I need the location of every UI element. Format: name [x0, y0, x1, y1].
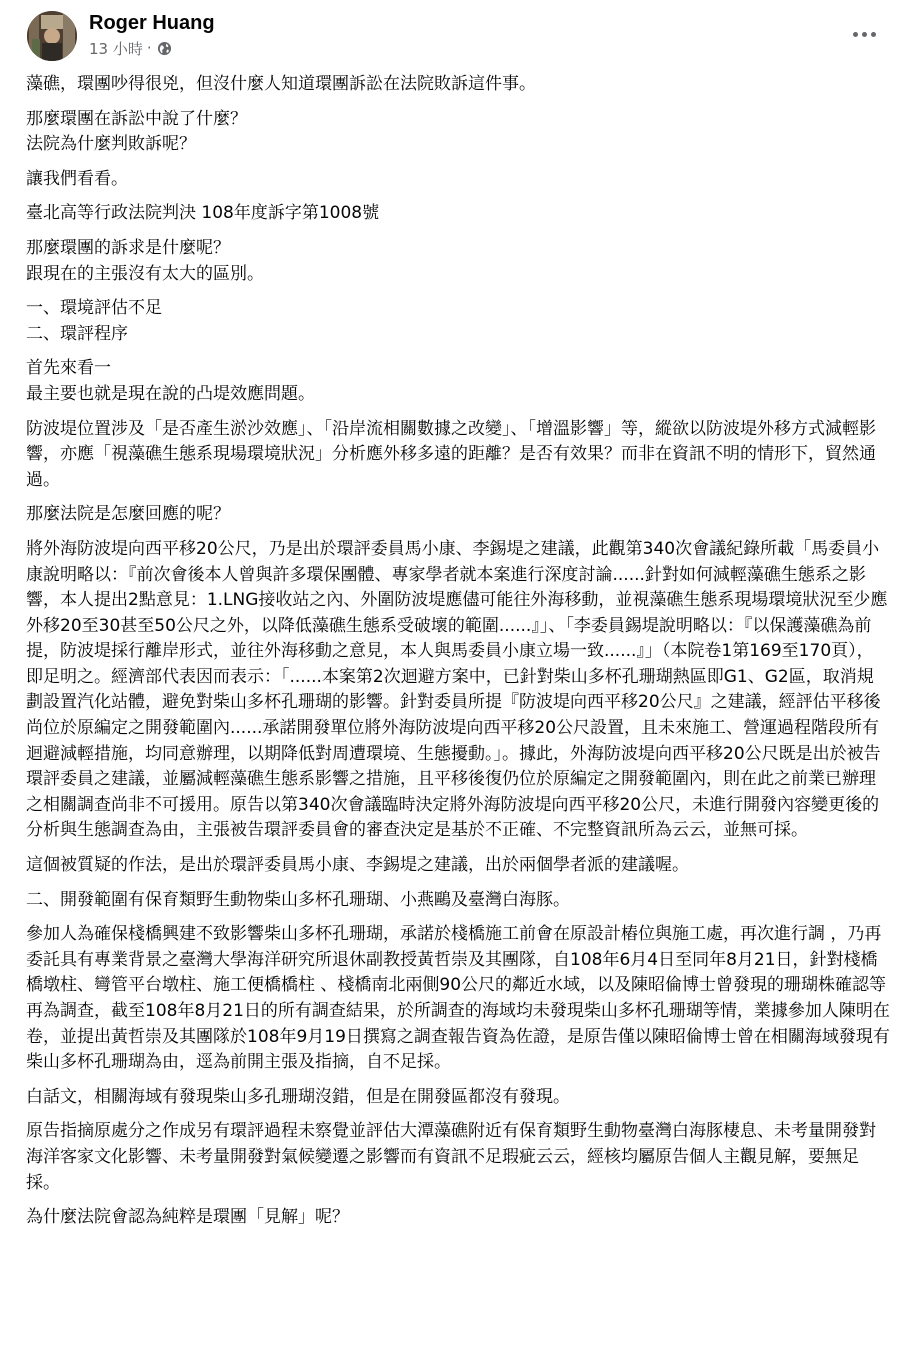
- text-line: 二、開發範圍有保育類野生動物柴山多杯孔珊瑚、小燕鷗及臺灣白海豚。: [26, 889, 570, 910]
- text-line: 藻礁，環團吵得很兇，但沒什麼人知道環團訴訟在法院敗訴這件事。: [26, 74, 536, 94]
- paragraph: [26, 1085, 890, 1111]
- text-line: 跟現在的主張沒有太大的區別。: [26, 263, 264, 284]
- paragraph: [26, 201, 890, 227]
- paragraph: [26, 167, 890, 193]
- meta-separator: ·: [146, 39, 152, 57]
- paragraph: [26, 888, 890, 914]
- text-line: 防波堤位置涉及「是否產生淤沙效應」、「沿岸流相關數據之改變」、「增溫影響」等，縱欲以防波堤外移方式減輕影響，亦應「視藻礁生態系現場環境狀況」分析應外移多遠的距離？是否有效果？而非在資訊不明的情形下，貿然通過。: [26, 418, 876, 490]
- text-line: 二、環評程序: [26, 323, 128, 344]
- author-name[interactable]: Roger Huang: [89, 12, 215, 34]
- text-line: 那麼環團的訴求是什麼呢？: [26, 237, 230, 258]
- paragraph: [26, 107, 890, 158]
- paragraph: [26, 72, 890, 98]
- post-header: [0, 0, 914, 70]
- text-line: 一、環境評估不足: [26, 298, 162, 319]
- paragraph: [26, 853, 890, 879]
- text-line: 臺北高等行政法院判決 108年度訴字第1008號: [26, 203, 380, 224]
- text-line: 參加人為確保棧橋興建不致影響柴山多杯孔珊瑚，承諾於棧橋施工前會在原設計樁位與施工處，再次進行調 ，乃再委託具有專業背景之臺灣大學海洋研究所退休副教授黃哲崇及其團隊，自108年6月4日至同年8月21日，針對棧橋橋墩柱、彎管平台墩柱、施工便橋橋柱 、棧橋南北兩側90公尺的鄰近水域，以及陳昭倫博士曾發現的珊瑚株確認等再為調查，截至108年8月21日的所有調查結果，於所調查的海域均未發現柴山多杯孔珊瑚等情，業據參加人陳明在卷，並提出黃哲崇及其團隊於108年9月19日撰寫之調查報告資為佐證，是原告僅以陳昭倫博士曾在相關海域發現有柴山多杯孔珊瑚為由，逕為前開主張及指摘，自不足採。: [26, 924, 890, 1073]
- paragraph: [26, 537, 890, 844]
- text-line: 那麼環團在訴訟中說了什麼？: [26, 108, 247, 129]
- avatar-image: [27, 11, 77, 61]
- text-line: 最主要也就是現在說的凸堤效應問題。: [26, 383, 315, 404]
- paragraph: [26, 1205, 890, 1231]
- text-line: 為什麼法院會認為純粹是環團「見解」呢？: [26, 1207, 349, 1228]
- paragraph: [26, 417, 890, 494]
- paragraph: [26, 502, 890, 528]
- text-line: 這個被質疑的作法，是出於環評委員馬小康、李錫堤之建議，出於兩個學者派的建議喔。: [26, 855, 689, 876]
- globe-icon[interactable]: [157, 41, 172, 56]
- text-line: 那麼法院是怎麼回應的呢？: [26, 504, 230, 525]
- post-meta: [89, 37, 172, 59]
- post-body: [26, 72, 890, 1240]
- text-line: 法院為什麼判敗訴呢？: [26, 134, 196, 155]
- paragraph: [26, 296, 890, 347]
- text-line: 白話文，相關海域有發現柴山多孔珊瑚沒錯，但是在開發區都沒有發現。: [26, 1086, 570, 1107]
- paragraph: [26, 922, 890, 1076]
- text-line: 原告指摘原處分之作成另有環評過程未察覺並評估大潭藻礁附近有保育類野生動物臺灣白海豚棲息、未考量開發對海洋客家文化影響、未考量開發對氣候變遷之影響而有資訊不足瑕疵云云，經核均屬原告個人主觀見解，要無足採。: [26, 1121, 876, 1193]
- text-line: 將外海防波堤向西平移20公尺，乃是出於環評委員馬小康、李錫堤之建議，此觀第340次會議紀錄所載「馬委員小康說明略以：『前次會後本人曾與許多環保團體、專家學者就本案進行深度討論......針對如何減輕藻礁生態系之影響，本人提出2點意見：1.LNG接收站之內、外圍防波堤應儘可能往外海移動，並視藻礁生態系現場環境狀況至少應外移20至30甚至50公尺之外，以降低藻礁生態系受破壞的範圍......』」、「李委員錫堤說明略以：『以保護藻礁為前提，防波堤採行離岸形式，並往外海移動之意見，本人與馬委員小康立場一致......』」（本院卷1第169至170頁），即足明之。經濟部代表因而表示：「......本案第2次迴避方案中，已針對柴山多杯孔珊瑚熱區即G1、G2區，取消規劃設置汽化站體，避免對柴山多杯孔珊瑚的影響。針對委員所提『防波堤向西平移20公尺』之建議，經評估平移後尚位於原編定之開發範圍內......承諾開發單位將外海防波堤向西平移20公尺設置，且未來施工、營運過程階段所有迴避減輕措施，均同意辦理，以期降低對周遭環境、生態擾動。」。據此，外海防波堤向西平移20公尺既是出於被告環評委員之建議，並屬減輕藻礁生態系影響之措施，且平移後復仍位於原編定之開發範圍內，則在此之前業已辦理之相關調查尚非不可援用。原告以第340次會議臨時決定將外海防波堤向西平移20公尺，未進行開發內容變更後的分析與生態調查為由，主張被告環評委員會的審查決定是基於不正確、不完整資訊所為云云，並無可採。: [26, 538, 888, 841]
- post-timestamp[interactable]: 13 小時: [89, 39, 143, 58]
- paragraph: [26, 1119, 890, 1196]
- avatar[interactable]: [27, 11, 77, 61]
- paragraph: [26, 236, 890, 287]
- more-horizontal-icon[interactable]: [847, 22, 881, 46]
- paragraph: [26, 356, 890, 407]
- text-line: 讓我們看看。: [26, 168, 128, 189]
- text-line: 首先來看一: [26, 358, 111, 379]
